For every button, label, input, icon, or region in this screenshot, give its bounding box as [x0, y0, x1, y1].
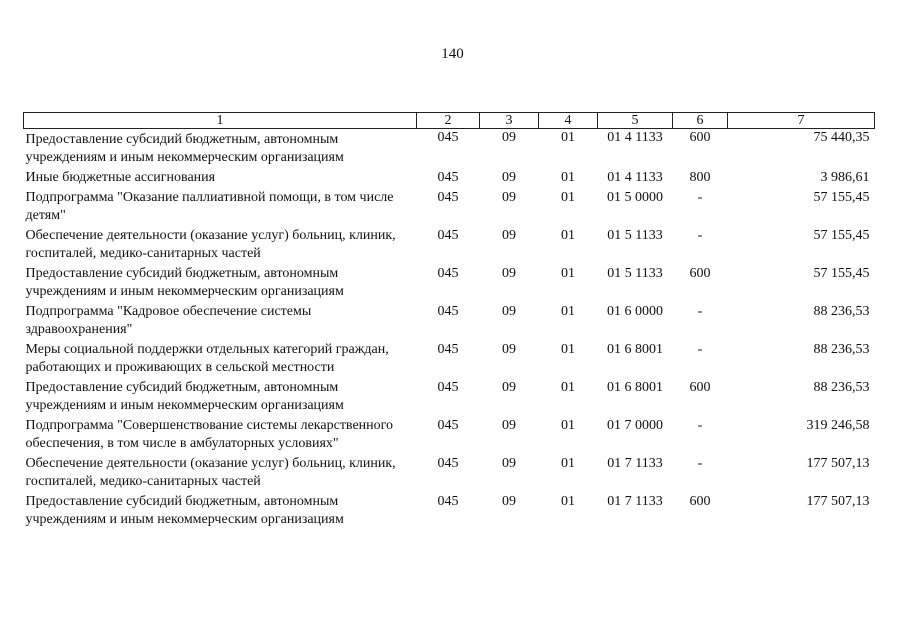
table-row	[24, 227, 875, 265]
expense-type-code: 800	[689, 170, 711, 185]
expense-type-code: 600	[689, 130, 711, 145]
section-code: 09	[502, 228, 516, 243]
table-row	[24, 129, 875, 170]
table-body	[24, 129, 875, 532]
section-code: 09	[502, 494, 516, 509]
row-name: Предоставление субсидий бюджетным, автономным учреждениям и иным некоммерческим организациям	[25, 132, 344, 165]
header-col-2: 2	[417, 113, 480, 129]
table-row	[24, 341, 875, 379]
ministry-code: 045	[437, 190, 459, 205]
subsection-code: 01	[561, 130, 575, 145]
row-name: Предоставление субсидий бюджетным, автономным учреждениям и иным некоммерческим организациям	[25, 266, 344, 299]
table-row	[24, 379, 875, 417]
row-name: Подпрограмма "Оказание паллиативной помощи, в том числе детям"	[25, 190, 394, 223]
amount: 57 155,45	[813, 266, 870, 281]
amount: 57 155,45	[813, 190, 870, 205]
target-article-code: 01 4 1133	[607, 130, 663, 145]
section-code: 09	[502, 304, 516, 319]
target-article-code: 01 5 0000	[607, 190, 663, 205]
table-row	[24, 265, 875, 303]
section-code: 09	[502, 456, 516, 471]
header-col-5: 5	[598, 113, 673, 129]
expense-type-code: -	[697, 342, 703, 357]
row-name: Иные бюджетные ассигнования	[25, 170, 216, 185]
expense-type-code: -	[697, 190, 703, 205]
subsection-code: 01	[561, 418, 575, 433]
ministry-code: 045	[437, 342, 459, 357]
amount: 3 986,61	[820, 170, 870, 185]
amount: 177 507,13	[806, 456, 870, 471]
amount: 319 246,58	[806, 418, 870, 433]
amount: 88 236,53	[813, 304, 870, 319]
subsection-code: 01	[561, 228, 575, 243]
ministry-code: 045	[437, 380, 459, 395]
row-name: Подпрограмма "Совершенствование системы лекарственного обеспечения, в том числе в амбулаторных условиях"	[25, 418, 394, 451]
ministry-code: 045	[437, 304, 459, 319]
ministry-code: 045	[437, 228, 459, 243]
subsection-code: 01	[561, 494, 575, 509]
target-article-code: 01 7 0000	[607, 418, 663, 433]
expense-type-code: -	[697, 304, 703, 319]
subsection-code: 01	[561, 342, 575, 357]
expense-type-code: -	[697, 228, 703, 243]
ministry-code: 045	[437, 418, 459, 433]
target-article-code: 01 7 1133	[607, 456, 663, 471]
row-name: Меры социальной поддержки отдельных категорий граждан, работающих и проживающих в сельской местности	[25, 342, 389, 375]
table-row	[24, 455, 875, 493]
ministry-code: 045	[437, 266, 459, 281]
subsection-code: 01	[561, 170, 575, 185]
section-code: 09	[502, 170, 516, 185]
target-article-code: 01 6 8001	[607, 380, 663, 395]
budget-table	[23, 112, 875, 531]
ministry-code: 045	[437, 494, 459, 509]
subsection-code: 01	[561, 304, 575, 319]
header-row	[24, 113, 875, 129]
header-col-1: 1	[24, 113, 417, 129]
subsection-code: 01	[561, 456, 575, 471]
header-col-7: 7	[728, 113, 875, 129]
ministry-code: 045	[437, 130, 459, 145]
expense-type-code: 600	[689, 494, 711, 509]
subsection-code: 01	[561, 266, 575, 281]
table-row	[24, 493, 875, 531]
target-article-code: 01 6 8001	[607, 342, 663, 357]
target-article-code: 01 5 1133	[607, 266, 663, 281]
target-article-code: 01 6 0000	[607, 304, 663, 319]
row-name: Подпрограмма "Кадровое обеспечение системы здравоохранения"	[25, 304, 312, 337]
section-code: 09	[502, 342, 516, 357]
table-row	[24, 303, 875, 341]
page-number: 140	[441, 46, 464, 62]
section-code: 09	[502, 190, 516, 205]
header-col-6: 6	[673, 113, 728, 129]
ministry-code: 045	[437, 456, 459, 471]
row-name: Обеспечение деятельности (оказание услуг) больниц, клиник, госпиталей, медико-санитарных частей	[25, 228, 396, 261]
amount: 75 440,35	[813, 130, 870, 145]
amount: 57 155,45	[813, 228, 870, 243]
table-row	[24, 189, 875, 227]
amount: 88 236,53	[813, 342, 870, 357]
expense-type-code: -	[697, 418, 703, 433]
row-name: Предоставление субсидий бюджетным, автономным учреждениям и иным некоммерческим организациям	[25, 380, 344, 413]
expense-type-code: 600	[689, 266, 711, 281]
amount: 88 236,53	[813, 380, 870, 395]
section-code: 09	[502, 418, 516, 433]
row-name: Обеспечение деятельности (оказание услуг) больниц, клиник, госпиталей, медико-санитарных частей	[25, 456, 396, 489]
ministry-code: 045	[437, 170, 459, 185]
subsection-code: 01	[561, 190, 575, 205]
section-code: 09	[502, 266, 516, 281]
target-article-code: 01 7 1133	[607, 494, 663, 509]
section-code: 09	[502, 380, 516, 395]
target-article-code: 01 4 1133	[607, 170, 663, 185]
target-article-code: 01 5 1133	[607, 228, 663, 243]
table-row	[24, 169, 875, 189]
row-name: Предоставление субсидий бюджетным, автономным учреждениям и иным некоммерческим организациям	[25, 494, 344, 527]
amount: 177 507,13	[806, 494, 870, 509]
header-col-3: 3	[480, 113, 539, 129]
expense-type-code: -	[697, 456, 703, 471]
table-row	[24, 417, 875, 455]
header-col-4: 4	[539, 113, 598, 129]
expense-type-code: 600	[689, 380, 711, 395]
subsection-code: 01	[561, 380, 575, 395]
section-code: 09	[502, 130, 516, 145]
